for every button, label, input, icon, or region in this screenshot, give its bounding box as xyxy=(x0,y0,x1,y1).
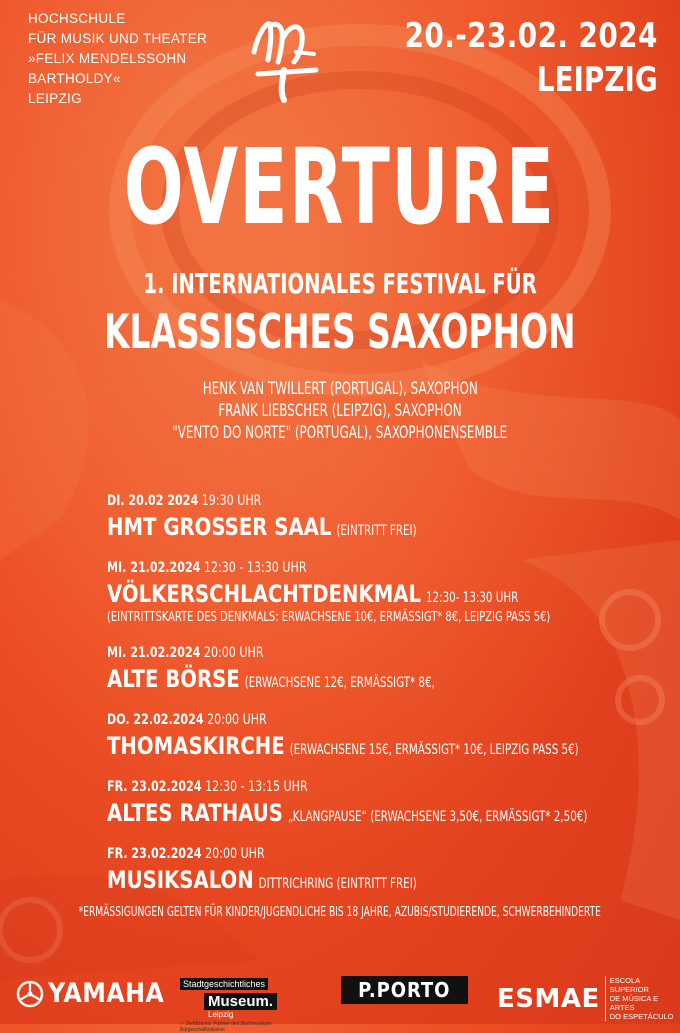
event-day: FR. 23.02.2024 xyxy=(107,846,202,862)
event-item xyxy=(107,492,667,541)
event-datetime xyxy=(107,559,583,577)
event-day: FR. 23.02.2024 xyxy=(107,779,202,795)
esmae-subtitle xyxy=(605,976,680,1021)
performer-line xyxy=(0,422,680,444)
museum-logo xyxy=(180,972,302,1033)
event-datetime xyxy=(107,778,583,796)
esmae-line: DE MÚSICA E ARTES xyxy=(609,994,659,1012)
date-range: 20.-23.02. 2024 xyxy=(404,16,658,56)
event-detail: (ERWACHSENE 12€, ERMÄSSIGT* 8€, xyxy=(244,675,435,691)
performers-list xyxy=(0,378,680,444)
event-detail: 12:30- 13:30 UHR xyxy=(425,590,519,606)
event-day: DI. 20.02 2024 xyxy=(107,493,199,509)
event-time: 19:30 UHR xyxy=(201,493,262,509)
event-datetime xyxy=(107,845,583,863)
event-extra: (EINTRITTSKARTE DES DENKMALS: ERWACHSENE 10€, ERMÄSSIGT* 8€, LEIPZIG PASS 5€) xyxy=(107,609,551,625)
hmt-monogram-logo xyxy=(244,12,322,104)
performer-text: FRANK LIEBSCHER (LEIPZIG), SAXOPHON xyxy=(218,401,462,421)
event-detail: (EINTRITT FREI) xyxy=(336,523,417,539)
event-venue: HMT GROSSER SAAL xyxy=(107,513,332,541)
museum-fine-print: ✓ Zertifizierter Partner des Bachmuseum Bürgeschaftinitiative xyxy=(180,1021,272,1033)
event-venue-line xyxy=(107,513,566,541)
event-datetime xyxy=(107,711,583,729)
university-line: »FELIX MENDELSSOHN xyxy=(28,51,187,66)
event-detail: „KLANGPAUSE“ (ERWACHSENE 3,50€, ERMÄSSIGT* 2,50€) xyxy=(287,809,588,825)
festival-dates xyxy=(349,16,658,100)
event-time: 20:00 UHR xyxy=(205,846,265,862)
esmae-logo xyxy=(497,976,680,1021)
porto-logo xyxy=(341,976,468,1004)
event-detail: (ERWACHSENE 15€, ERMÄSSIGT* 10€, LEIPZIG PASS 5€) xyxy=(289,742,579,758)
subtitle-line1-text: 1. INTERNATIONALES FESTIVAL FÜR xyxy=(143,267,537,300)
event-datetime xyxy=(107,644,583,662)
event-venue-line xyxy=(107,866,566,894)
festival-title xyxy=(0,128,680,246)
event-time: 12:30 - 13:15 UHR xyxy=(205,779,308,795)
discount-footnote-text: *ERMÄSSIGUNGEN GELTEN FÜR KINDER/JUGENDLICHE BIS 18 JAHRE, AZUBIS/STUDIERENDE, SCHWERBEHINDERTE xyxy=(78,905,602,920)
event-day: DO. 22.02.2024 xyxy=(107,712,204,728)
event-venue: ALTE BÖRSE xyxy=(107,665,240,693)
city: LEIPZIG xyxy=(536,60,658,100)
event-day: MI. 21.02.2024 xyxy=(107,560,201,576)
discount-footnote xyxy=(0,905,680,920)
museum-name: Museum. xyxy=(204,993,277,1010)
subtitle-line2 xyxy=(0,304,680,362)
university-line: FÜR MUSIK UND THEATER xyxy=(28,31,208,46)
esmae-line: DO ESPETÁCULO xyxy=(609,1012,674,1021)
event-venue: MUSIKSALON xyxy=(107,866,254,894)
esmae-wordmark: ESMAE xyxy=(497,983,600,1014)
university-line: BARTHOLDY« xyxy=(28,71,121,86)
performer-text: HENK VAN TWILLERT (PORTUGAL), SAXOPHON xyxy=(202,379,478,399)
event-item xyxy=(107,845,667,894)
event-item xyxy=(107,778,667,827)
event-datetime xyxy=(107,492,583,510)
event-venue-line xyxy=(107,580,566,608)
subtitle-line2-text: KLASSISCHES SAXOPHON xyxy=(104,305,576,360)
museum-city: Leipzig xyxy=(208,1010,234,1019)
yamaha-wordmark: YAMAHA xyxy=(48,978,165,1009)
event-venue: VÖLKERSCHLACHTDENKMAL xyxy=(107,580,422,608)
yamaha-logo xyxy=(16,978,180,1009)
event-venue-line xyxy=(107,665,566,693)
event-venue-line xyxy=(107,732,579,760)
museum-top-label: Stadtgeschichtliches xyxy=(180,978,268,990)
performer-text: "VENTO DO NORTE" (PORTUGAL), SAXOPHONENSEMBLE xyxy=(172,423,508,443)
festival-title-text: OVERTURE xyxy=(124,126,556,248)
event-venue: THOMASKIRCHE xyxy=(107,732,285,760)
event-time: 20:00 UHR xyxy=(203,645,264,661)
subtitle-line1 xyxy=(0,266,680,302)
porto-wordmark: P.PORTO xyxy=(358,978,451,1002)
university-line: HOCHSCHULE xyxy=(28,11,126,26)
event-day: MI. 21.02.2024 xyxy=(107,645,201,661)
event-time: 20:00 UHR xyxy=(207,712,267,728)
event-detail: DITTRICHRING (EINTRITT FREI) xyxy=(258,876,417,892)
event-item xyxy=(107,711,667,760)
performer-line xyxy=(0,378,680,400)
university-line: LEIPZIG xyxy=(28,91,82,106)
performer-line xyxy=(0,400,680,422)
event-venue-line xyxy=(107,799,588,827)
event-schedule xyxy=(107,492,667,912)
yamaha-tuning-fork-icon xyxy=(16,980,44,1008)
event-venue: ALTES RATHAUS xyxy=(107,799,283,827)
esmae-line: ESCOLA SUPERIOR xyxy=(609,976,649,994)
event-item xyxy=(107,644,667,693)
university-name xyxy=(28,9,207,109)
event-item xyxy=(107,559,667,626)
event-time: 12:30 - 13:30 UHR xyxy=(203,560,307,576)
